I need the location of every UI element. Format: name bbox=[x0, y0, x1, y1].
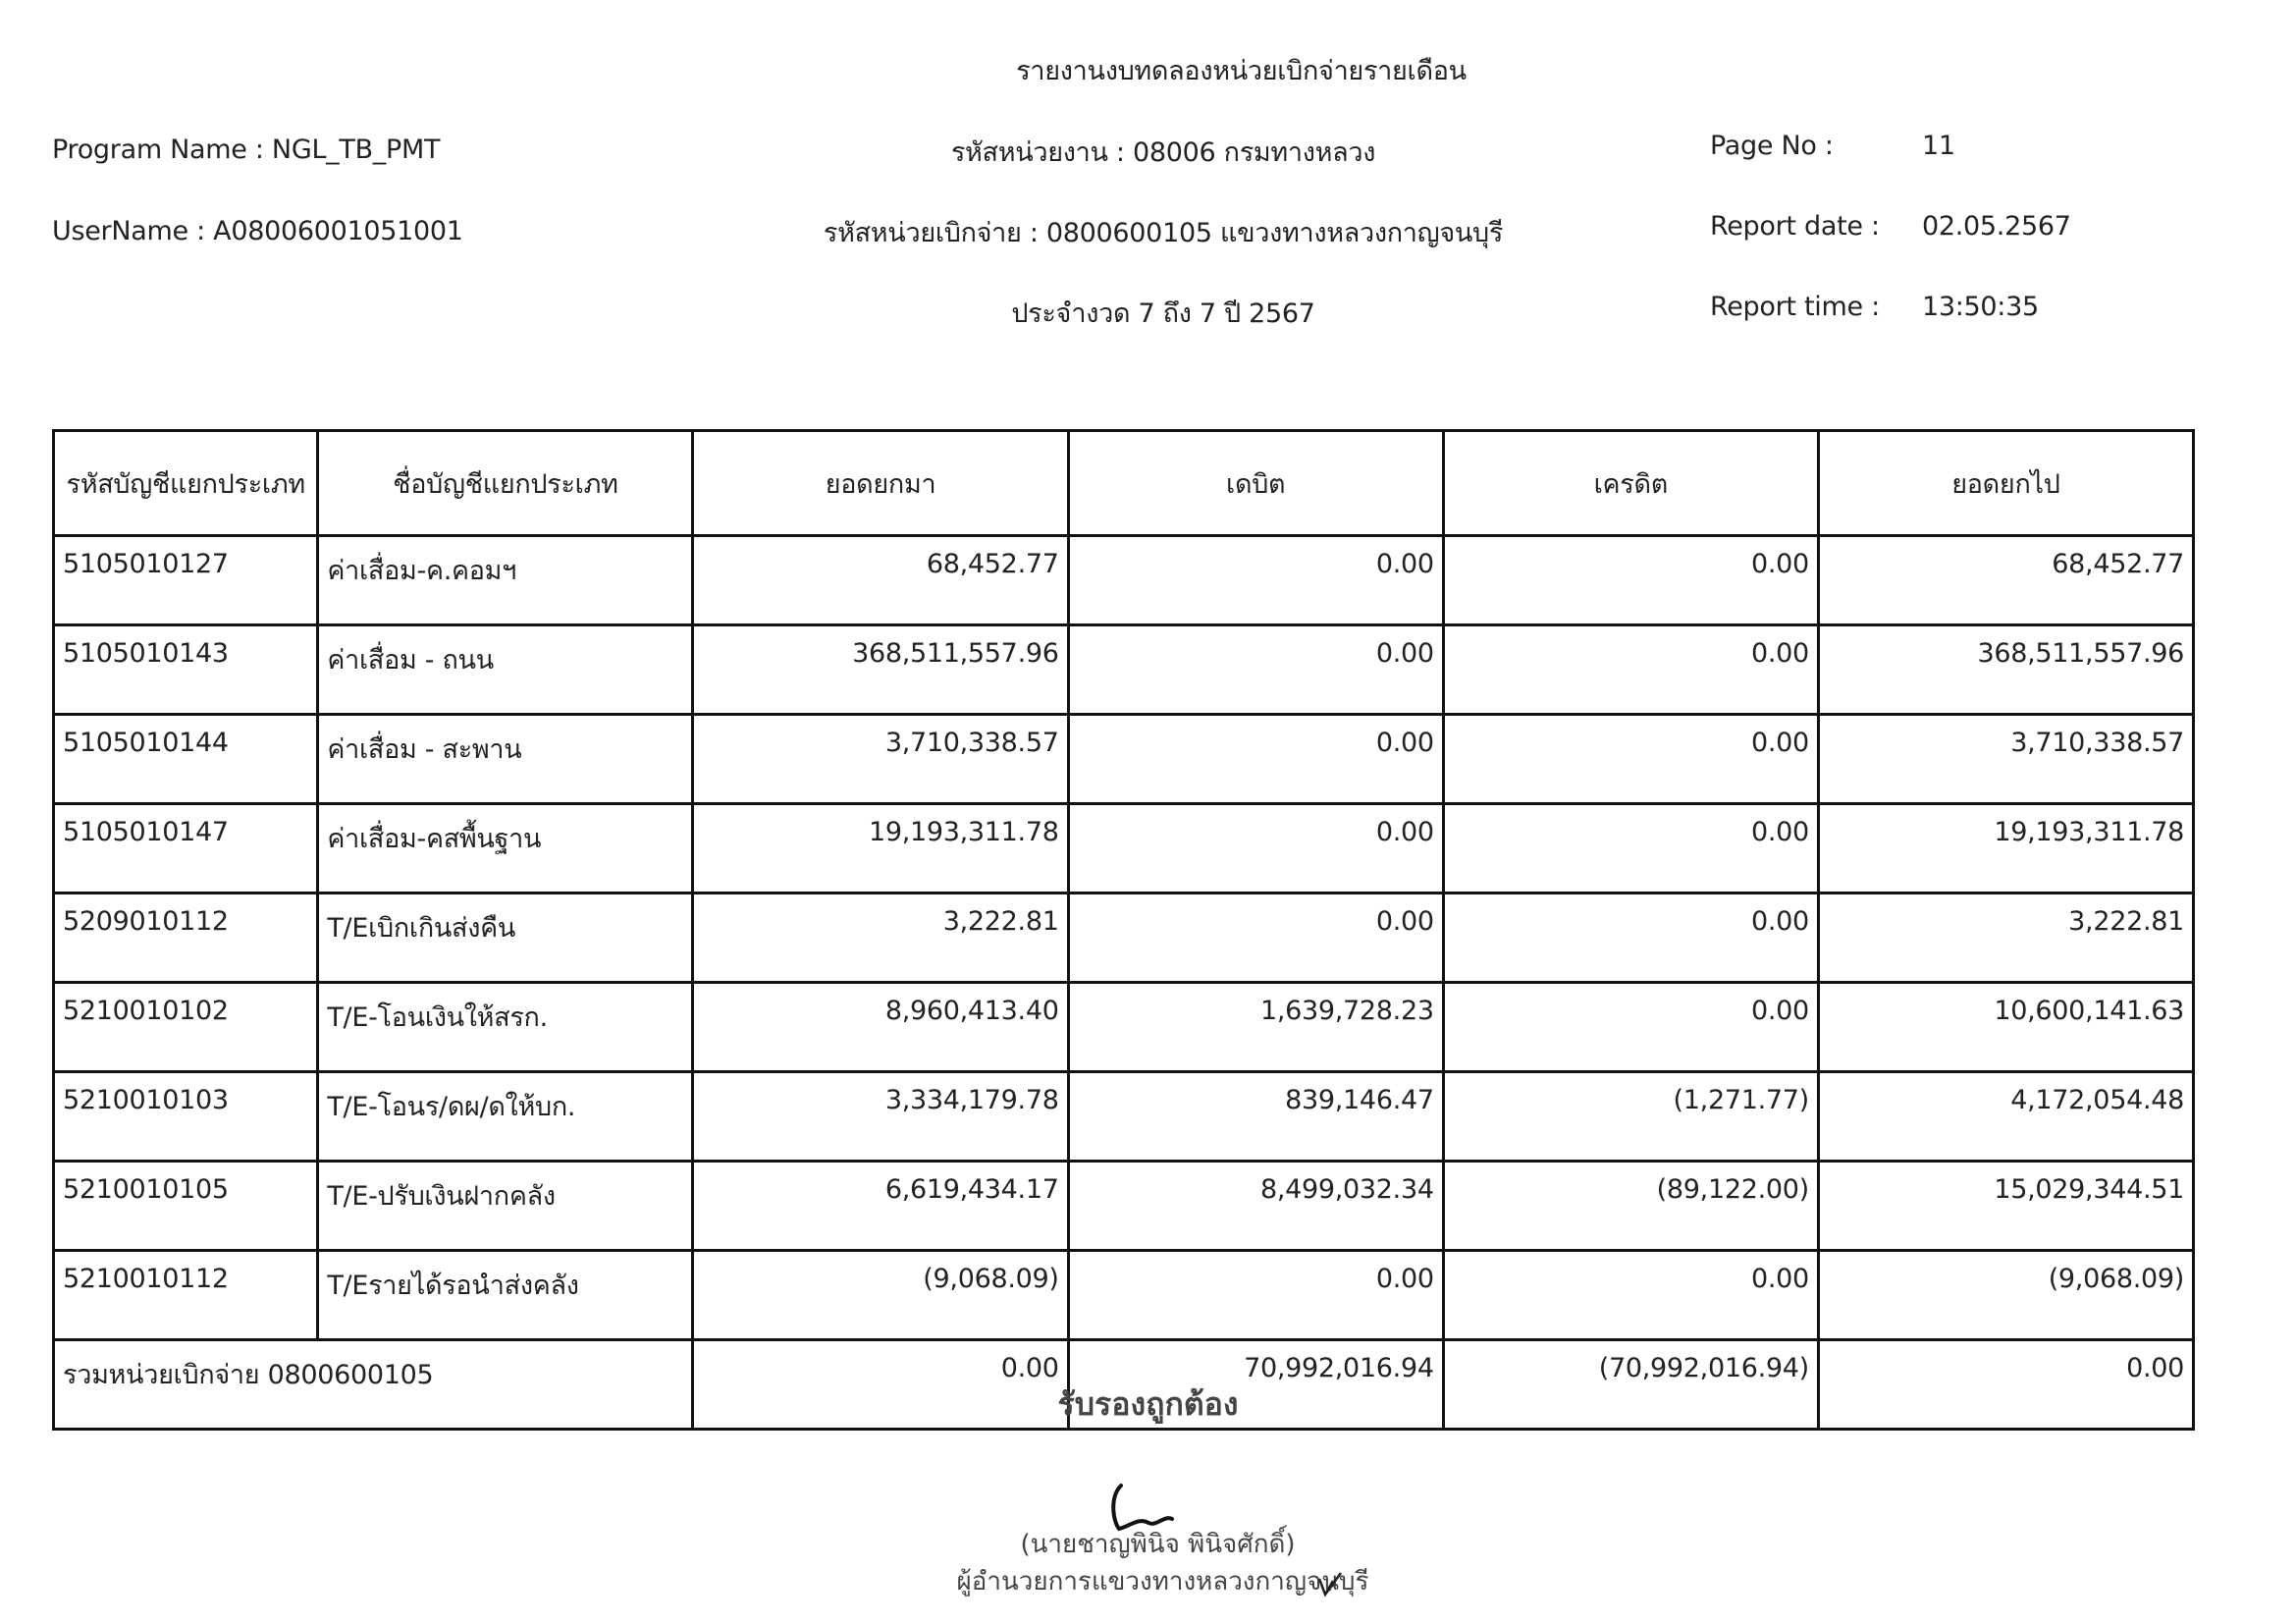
trial-balance-table bbox=[52, 429, 2195, 1431]
credit: 0.00 bbox=[1443, 715, 1818, 804]
account-name: T/Eเบิกเกินส่งคืน bbox=[318, 893, 693, 983]
account-code: 5105010127 bbox=[54, 536, 318, 625]
total-credit: (70,992,016.94) bbox=[1443, 1340, 1818, 1430]
table-row bbox=[54, 983, 2194, 1072]
initial-mark-icon bbox=[1315, 1569, 1345, 1598]
closing-balance: 15,029,344.51 bbox=[1818, 1162, 2193, 1251]
credit: 0.00 bbox=[1443, 625, 1818, 715]
table-header-row bbox=[54, 431, 2194, 536]
username: UserName : A08006001051001 bbox=[52, 216, 463, 246]
report-date-value: 02.05.2567 bbox=[1922, 211, 2071, 242]
report-time-label: Report time : bbox=[1710, 292, 1880, 322]
opening-balance: (9,068.09) bbox=[693, 1251, 1068, 1340]
debit: 0.00 bbox=[1068, 804, 1443, 893]
disbursing-unit-line: รหัสหน่วยเบิกจ่าย : 0800600105 แขวงทางหลวงกาญจนบุรี bbox=[823, 218, 1504, 248]
debit: 0.00 bbox=[1068, 715, 1443, 804]
debit: 1,639,728.23 bbox=[1068, 983, 1443, 1072]
closing-balance: (9,068.09) bbox=[1818, 1251, 2193, 1340]
closing-balance: 19,193,311.78 bbox=[1818, 804, 2193, 893]
account-name: T/E-ปรับเงินฝากคลัง bbox=[318, 1162, 693, 1251]
debit: 0.00 bbox=[1068, 893, 1443, 983]
certified-stamp: รับรองถูกต้อง bbox=[1057, 1385, 1239, 1423]
closing-balance: 3,710,338.57 bbox=[1818, 715, 2193, 804]
closing-balance: 68,452.77 bbox=[1818, 536, 2193, 625]
account-code: 5210010102 bbox=[54, 983, 318, 1072]
period-line: ประจำงวด 7 ถึง 7 ปี 2567 bbox=[1011, 298, 1315, 329]
opening-balance: 68,452.77 bbox=[693, 536, 1068, 625]
total-closing-balance: 0.00 bbox=[1818, 1340, 2193, 1430]
table-row bbox=[54, 1072, 2194, 1162]
opening-balance: 3,222.81 bbox=[693, 893, 1068, 983]
opening-balance: 6,619,434.17 bbox=[693, 1162, 1068, 1251]
header-account-code: รหัสบัญชีแยกประเภท bbox=[54, 431, 318, 536]
header-debit: เดบิต bbox=[1068, 431, 1443, 536]
debit: 0.00 bbox=[1068, 536, 1443, 625]
opening-balance: 19,193,311.78 bbox=[693, 804, 1068, 893]
opening-balance: 3,710,338.57 bbox=[693, 715, 1068, 804]
credit: 0.00 bbox=[1443, 893, 1818, 983]
report-date-label: Report date : bbox=[1710, 211, 1880, 242]
account-code: 5105010144 bbox=[54, 715, 318, 804]
report-time-value: 13:50:35 bbox=[1922, 292, 2039, 322]
page-no-label: Page No : bbox=[1710, 131, 1834, 161]
agency-line: รหัสหน่วยงาน : 08006 กรมทางหลวง bbox=[950, 137, 1376, 168]
account-code: 5210010112 bbox=[54, 1251, 318, 1340]
header-opening-balance: ยอดยกมา bbox=[693, 431, 1068, 536]
account-name: T/E-โอนเงินให้สรก. bbox=[318, 983, 693, 1072]
page-no-value: 11 bbox=[1922, 131, 1955, 161]
account-code: 5210010105 bbox=[54, 1162, 318, 1251]
table-row bbox=[54, 804, 2194, 893]
account-code: 5105010143 bbox=[54, 625, 318, 715]
account-code: 5210010103 bbox=[54, 1072, 318, 1162]
signer-position: ผู้อำนวยการแขวงทางหลวงกาญจนบุรี bbox=[956, 1567, 1369, 1597]
debit: 0.00 bbox=[1068, 625, 1443, 715]
total-debit: 70,992,016.94 bbox=[1068, 1340, 1443, 1430]
account-name: ค่าเสื่อม-คสพื้นฐาน bbox=[318, 804, 693, 893]
account-name: ค่าเสื่อม - สะพาน bbox=[318, 715, 693, 804]
table-row bbox=[54, 625, 2194, 715]
header-closing-balance: ยอดยกไป bbox=[1818, 431, 2193, 536]
opening-balance: 3,334,179.78 bbox=[693, 1072, 1068, 1162]
table-row bbox=[54, 715, 2194, 804]
opening-balance: 368,511,557.96 bbox=[693, 625, 1068, 715]
closing-balance: 10,600,141.63 bbox=[1818, 983, 2193, 1072]
account-name: T/E-โอนร/ดผ/ดให้บก. bbox=[318, 1072, 693, 1162]
opening-balance: 8,960,413.40 bbox=[693, 983, 1068, 1072]
account-name: ค่าเสื่อม - ถนน bbox=[318, 625, 693, 715]
account-name: ค่าเสื่อม-ค.คอมฯ bbox=[318, 536, 693, 625]
credit: 0.00 bbox=[1443, 983, 1818, 1072]
program-name: Program Name : NGL_TB_PMT bbox=[52, 135, 441, 165]
debit: 8,499,032.34 bbox=[1068, 1162, 1443, 1251]
credit: (1,271.77) bbox=[1443, 1072, 1818, 1162]
table-row bbox=[54, 1251, 2194, 1340]
table-row bbox=[54, 536, 2194, 625]
credit: 0.00 bbox=[1443, 804, 1818, 893]
debit: 839,146.47 bbox=[1068, 1072, 1443, 1162]
account-code: 5209010112 bbox=[54, 893, 318, 983]
total-label: รวมหน่วยเบิกจ่าย 0800600105 bbox=[54, 1340, 693, 1430]
total-opening-balance: 0.00 bbox=[693, 1340, 1068, 1430]
credit: (89,122.00) bbox=[1443, 1162, 1818, 1251]
closing-balance: 3,222.81 bbox=[1818, 893, 2193, 983]
closing-balance: 4,172,054.48 bbox=[1818, 1072, 2193, 1162]
credit: 0.00 bbox=[1443, 1251, 1818, 1340]
table-row bbox=[54, 893, 2194, 983]
account-code: 5105010147 bbox=[54, 804, 318, 893]
header-credit: เครดิต bbox=[1443, 431, 1818, 536]
signer-name: (นายชาญพินิจ พินิจศักดิ์) bbox=[1020, 1530, 1296, 1559]
credit: 0.00 bbox=[1443, 536, 1818, 625]
debit: 0.00 bbox=[1068, 1251, 1443, 1340]
table-row bbox=[54, 1162, 2194, 1251]
closing-balance: 368,511,557.96 bbox=[1818, 625, 2193, 715]
header-account-name: ชื่อบัญชีแยกประเภท bbox=[318, 431, 693, 536]
account-name: T/Eรายได้รอนำส่งคลัง bbox=[318, 1251, 693, 1340]
report-title: รายงานงบทดลองหน่วยเบิกจ่ายรายเดือน bbox=[1016, 56, 1467, 86]
